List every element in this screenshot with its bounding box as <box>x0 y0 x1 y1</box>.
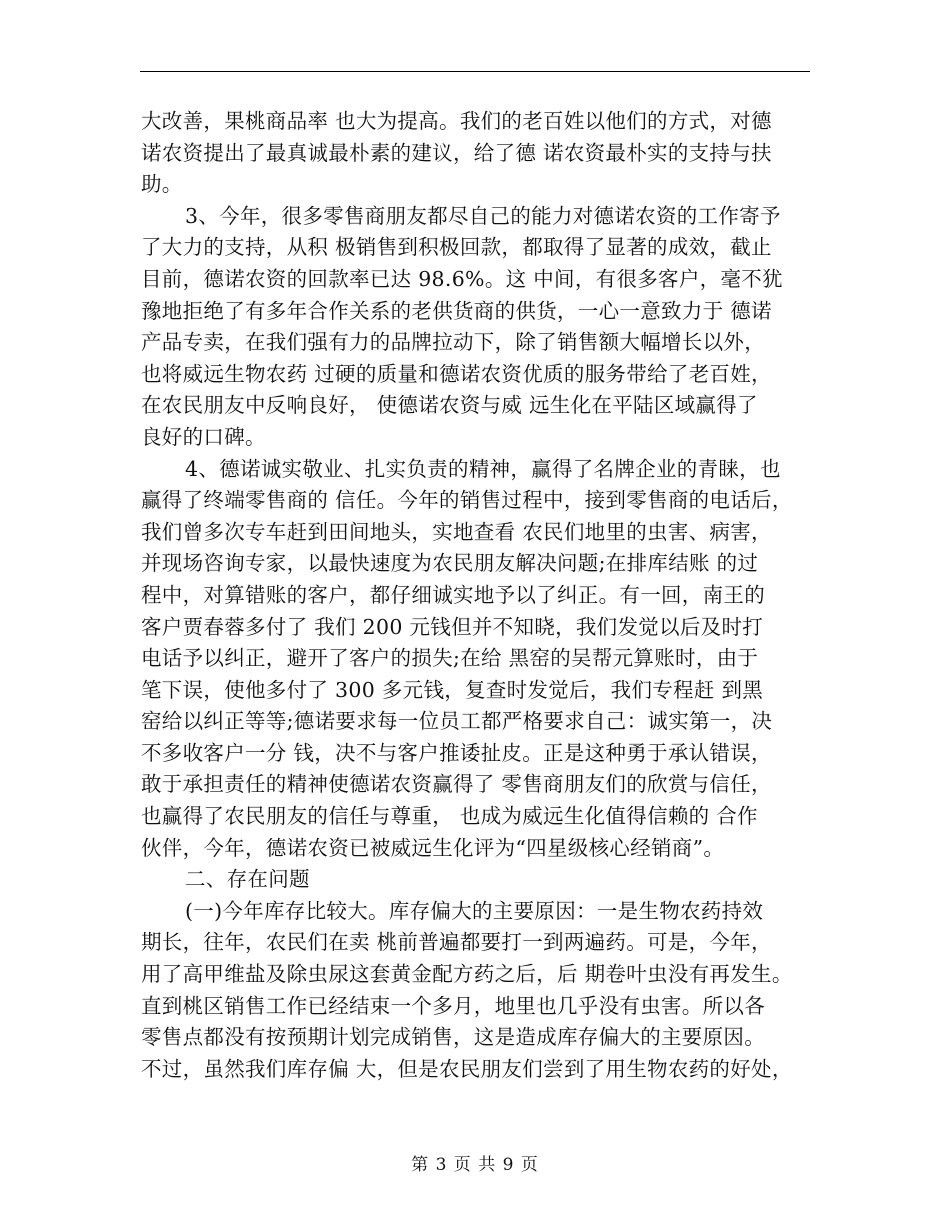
text-line: 零售点都没有按预期计划完成销售，这是造成库存偏大的主要原因。 <box>141 1025 765 1050</box>
text-line: 伙伴，今年，德诺农资已被威远生化评为“四星级核心经销商”。 <box>141 835 725 860</box>
text-line: 期长，往年，农民们在卖 桃前普遍都要打一到两遍药。可是，今年， <box>141 930 772 955</box>
section-heading-text: 二、存在问题 <box>185 867 310 892</box>
text-line: 笔下误，使他多付了 300 多元钱，复查时发觉后，我们专程赶 到黑 <box>141 677 764 702</box>
text-line: 电话予以纠正，避开了客户的损失;在给 黑窑的吴帮元算账时，由于 <box>141 646 759 671</box>
text-line: 在农民朋友中反响良好， 使德诺农资与威 远生化在平陆区域赢得了 <box>141 393 758 418</box>
text-line: 我们曾多次专车赶到田间地头，实地查看 农民们地里的虫害、病害， <box>141 519 772 544</box>
text-line: 诺农资提出了最真诚最朴素的建议，给了德 诺农资最朴实的支持与扶 <box>141 140 772 165</box>
text-line: 直到桃区销售工作已经结束一个多月，地里也几乎没有虫害。所以各 <box>141 993 765 1018</box>
text-line: 了大力的支持，从积 极销售到积极回款，都取得了显著的成效，截止 <box>141 235 772 260</box>
text-line: 不多收客户一分 钱，决不与客户推诿扯皮。正是这种勇于承认错误， <box>141 740 772 765</box>
text-line: 窑给以纠正等等;德诺要求每一位员工都严格要求自己：诚实第一，决 <box>141 709 773 734</box>
text-line: (一)今年库存比较大。库存偏大的主要原因：一是生物农药持效 <box>185 898 764 923</box>
header-rule <box>140 71 810 72</box>
text-line: 助。 <box>141 172 183 197</box>
text-line: 用了高甲维盐及除虫尿这套黄金配方药之后，后 期卷叶虫没有再发生。 <box>141 962 793 987</box>
text-line: 程中，对算错账的客户，都仔细诚实地予以了纠正。有一回，南王的 <box>141 582 765 607</box>
text-line: 目前，德诺农资的回款率已达 98.6%。这 中间，有很多客户，毫不犹 <box>141 266 783 291</box>
page-footer: 第 3 页 共 9 页 <box>411 1155 539 1175</box>
text-line: 3、今年，很多零售商朋友都尽自己的能力对德诺农资的工作寄予 <box>185 203 781 228</box>
text-line: 客户贾春蓉多付了 我们 200 元钱但并不知晓，我们发觉以后及时打 <box>141 614 764 639</box>
text-line: 敢于承担责任的精神使德诺农资赢得了 零售商朋友们的欣赏与信任， <box>141 772 772 797</box>
text-line: 良好的口碑。 <box>141 424 266 449</box>
text-line: 豫地拒绝了有多年合作关系的老供货商的供货，一心一意致力于 德诺 <box>141 298 772 323</box>
text-line: 赢得了终端零售商的 信任。今年的销售过程中，接到零售商的电话后， <box>141 488 793 513</box>
text-line: 也将威远生物农药 过硬的质量和德诺农资优质的服务带给了老百姓， <box>141 361 772 386</box>
text-line: 产品专卖，在我们强有力的品牌拉动下，除了销售额大幅增长以外， <box>141 330 765 355</box>
text-line: 并现场咨询专家，以最快速度为农民朋友解决问题;在排库结账 的过 <box>141 551 759 576</box>
text-line: 4、德诺诚实敬业、扎实负责的精神，赢得了名牌企业的青睐，也 <box>185 456 781 481</box>
paragraph-item-4 <box>141 454 811 865</box>
paragraph-continuation <box>141 106 811 201</box>
paragraph-item-3 <box>141 201 811 454</box>
text-line: 也赢得了农民朋友的信任与尊重， 也成为威远生化值得信赖的 合作 <box>141 804 758 829</box>
text-line: 大改善，果桃商品率 也大为提高。我们的老百姓以他们的方式，对德 <box>141 109 772 133</box>
document-body <box>141 106 811 1085</box>
paragraph-issue-1 <box>141 896 811 1086</box>
text-line: 不过，虽然我们库存偏 大，但是农民朋友们尝到了用生物农药的好处， <box>141 1056 793 1081</box>
section-heading-problems <box>141 864 811 896</box>
